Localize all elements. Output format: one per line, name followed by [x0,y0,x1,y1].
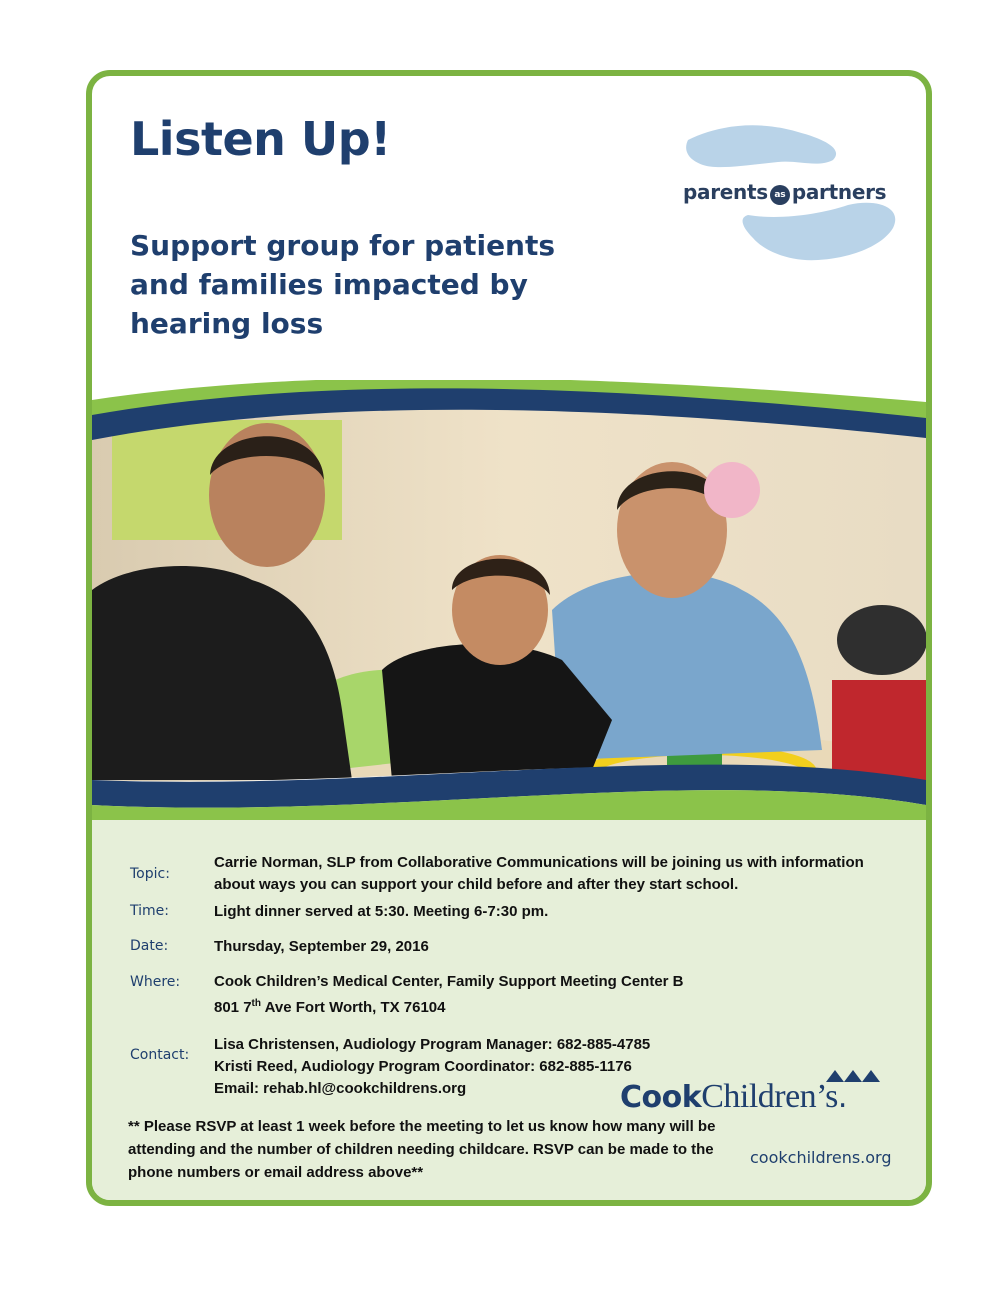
logo-mark: . [837,1080,847,1115]
logo-childrens: Children’s [701,1078,838,1115]
time-label: Time: [130,903,169,919]
date-label: Date: [130,938,169,954]
logo-as-badge: as [770,185,790,205]
contact-line-1: Lisa Christensen, Audiology Program Manager: 682-885-4785 [214,1036,651,1053]
upper-hand-shape [686,125,836,167]
address-rest: Ave Fort Worth, TX 76104 [261,999,446,1016]
where-address [214,993,446,1019]
cook-childrens-logo [620,1078,847,1116]
flyer-subtitle: Support group for patients and families impacted by hearing loss [130,229,556,340]
logo-word-partners: partners [791,180,887,204]
contact-line-2: Kristi Reed, Audiology Program Coordinator: 682-885-1176 [214,1058,632,1075]
where-label: Where: [130,974,181,990]
date-value: Thursday, September 29, 2016 [214,938,429,955]
logo-word-parents: parents [683,180,768,204]
rsvp-note: ** Please RSVP at least 1 week before the meeting to let us know how many will be attending and the number of children needing childcare. RSVP can be made to the phone numbers or email address above** [128,1118,716,1181]
address-ordinal: th [251,998,261,1009]
where-line-1: Cook Children’s Medical Center, Family Support Meeting Center B [214,973,684,990]
topic-label: Topic: [130,866,170,882]
cook-childrens-url[interactable]: cookchildrens.org [750,1148,892,1167]
logo-cook: Cook [620,1080,702,1115]
parents-as-partners-wordmark [683,180,886,205]
flyer-title: Listen Up! [130,112,391,166]
contact-label: Contact: [130,1047,190,1063]
topic-line-2: about ways you can support your child before and after they start school. [214,876,739,893]
contact-email[interactable]: Email: rehab.hl@cookchildrens.org [214,1080,467,1097]
lower-hand-shape [743,203,896,260]
time-value: Light dinner served at 5:30. Meeting 6-7:30 pm. [214,903,549,920]
topic-line-1: Carrie Norman, SLP from Collaborative Communications will be joining us with information [214,854,864,871]
family-photo [92,380,926,840]
address-number: 801 7 [214,999,252,1016]
